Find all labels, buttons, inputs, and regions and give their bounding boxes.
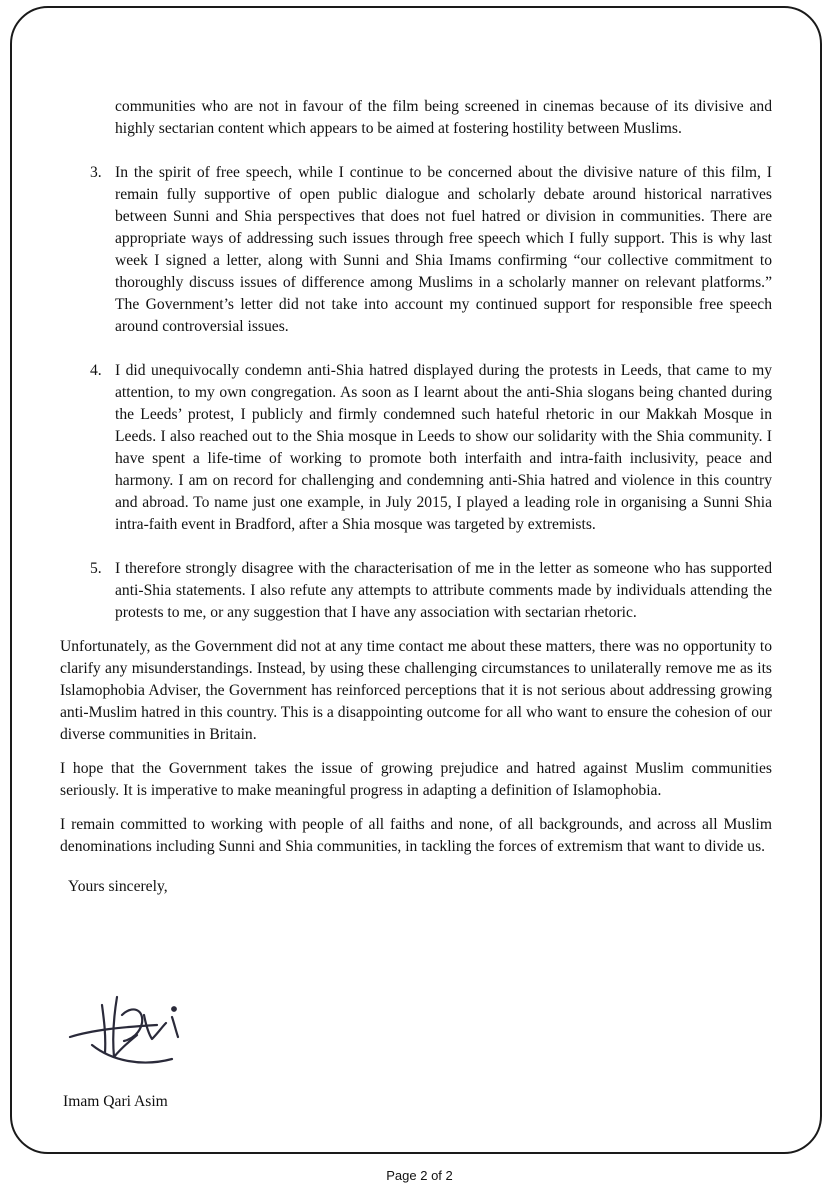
- numbered-item: [60, 558, 772, 624]
- body-paragraph: I remain committed to working with people of all faiths and none, of all backgrounds, and across all Muslim denominations including Sunni and Shia communities, in tackling the forces of extremism that want to divide us.: [60, 816, 772, 855]
- body-paragraph: Unfortunately, as the Government did not at any time contact me about these matters, there was no opportunity to clarify any misunderstandings. Instead, by using these challenging circumstances to unilaterally remove me as its Islamophobia Adviser, the Government has reinforced perceptions that it is not serious about addressing growing anti-Muslim hatred in this country. This is a disappointing outcome for all who want to ensure the cohesion of our diverse communities in Britain.: [60, 638, 772, 743]
- signatory-name: Imam Qari Asim: [63, 1093, 168, 1110]
- numbered-item: [60, 162, 772, 338]
- page-number: Page 2 of 2: [386, 1168, 453, 1183]
- item-text: I therefore strongly disagree with the characterisation of me in the letter as someone who has supported anti-Shia statements. I also refute any attempts to attribute comments made by individuals attending the protests to me, or any suggestion that I have any association with sectarian rhetoric.: [115, 560, 772, 621]
- item-number: 5.: [90, 560, 102, 577]
- item-number: 3.: [90, 164, 102, 181]
- letter-body: [60, 96, 772, 898]
- signature-graphic: [62, 975, 202, 1075]
- numbered-item: [60, 360, 772, 536]
- body-paragraph: I hope that the Government takes the issue of growing prejudice and hatred against Muslim communities seriously. It is imperative to make meaningful progress in adapting a definition of Islamophobia.: [60, 760, 772, 799]
- item-number: 4.: [90, 362, 102, 379]
- item-text: In the spirit of free speech, while I continue to be concerned about the divisive nature of this film, I remain fully supportive of open public dialogue and scholarly debate around historical narratives between Sunni and Shia perspectives that does not fuel hatred or division in communities. There are appropriate ways of addressing such issues through free speech which I fully support. This is why last week I signed a letter, along with Sunni and Shia Imams confirming “our collective commitment to thoroughly discuss issues of difference among Muslims in a scholarly manner on relevant platforms.” The Government’s letter did not take into account my continued support for responsible free speech around controversial issues.: [115, 164, 772, 335]
- closing-salutation: Yours sincerely,: [68, 878, 168, 895]
- item-text: I did unequivocally condemn anti-Shia hatred displayed during the protests in Leeds, that came to my attention, to my own congregation. As soon as I learnt about the anti-Shia slogans being chanted during the Leeds’ protest, I publicly and firmly condemned such hateful rhetoric in our Makkah Mosque in Leeds. I also reached out to the Shia mosque in Leeds to show our solidarity with the Shia community. I have spent a life-time of working to promote both interfaith and intra-faith inclusivity, peace and harmony. I am on record for challenging and condemning anti-Shia hatred and violence in this country and abroad. To name just one example, in July 2015, I played a leading role in organising a Sunni Shia intra-faith event in Bradford, after a Shia mosque was targeted by extremists.: [115, 362, 772, 533]
- signature-image: [62, 975, 202, 1075]
- continuation-paragraph: communities who are not in favour of the film being screened in cinemas because of its divisive and highly sectarian content which appears to be aimed at fostering hostility between Muslims.: [115, 98, 772, 137]
